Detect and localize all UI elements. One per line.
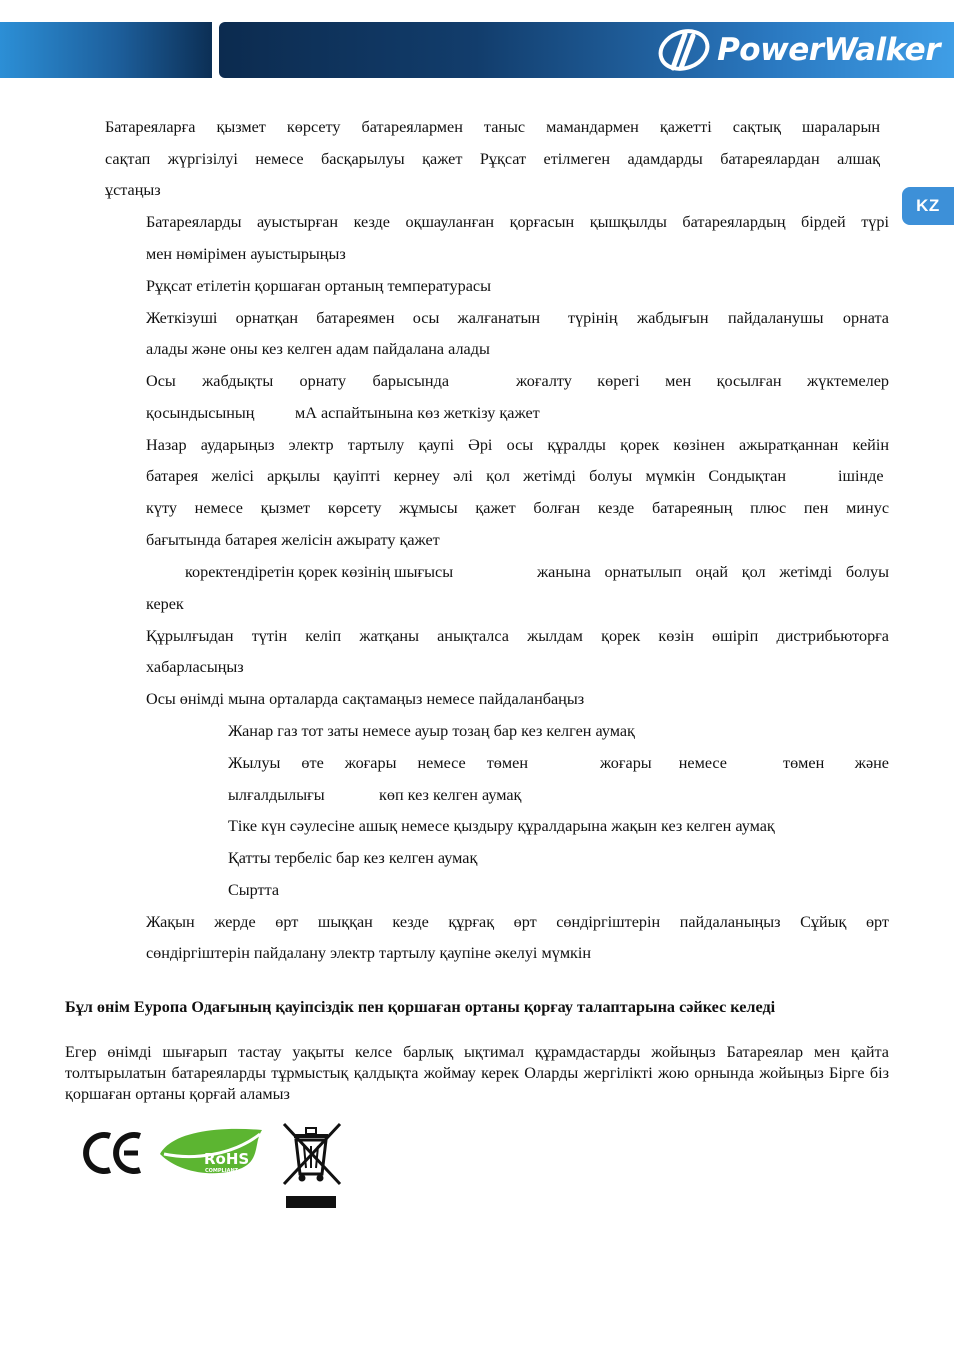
text-line: жоғалту көрегі мен қосылған жүктемелер — [516, 372, 889, 390]
text-line: Назар аударыңыз электр тартылу қаупі Әрі осы құралды қорек көзінен ажыратқаннан кейін — [146, 436, 889, 454]
header-right-block — [219, 22, 954, 78]
crossed-out-wheelie-bin-icon — [284, 1124, 340, 1208]
list-item: Тіке күн сәулесіне ашық немесе қыздыру құралдарына жақын кез келген аумақ — [228, 817, 775, 835]
ce-mark-icon — [86, 1135, 140, 1171]
text-line: күту немесе қызмет көрсету жұмысы қажет болған кезде батареяның плюс пен минус — [146, 499, 889, 517]
text-line: ұстаңыз — [105, 181, 161, 199]
list-item: Сыртта — [228, 881, 280, 899]
rohs-label: RoHS — [204, 1150, 250, 1168]
header-left-block — [0, 22, 215, 78]
text-line: Осы жабдықты орнату барысында — [146, 372, 449, 390]
text-line: алады және оны кез келген адам пайдалана алады — [146, 340, 490, 358]
text-line: коректендіретін қорек көзінің шығысы — [185, 563, 454, 581]
text-line: жанына орнатылып оңай қол жетімді болуы — [537, 563, 889, 581]
disposal-paragraph: Егер өнімді шығарып тастау уақыты келсе барлық ықтимал құрамдастарды жойыңыз Батареялар мен қайта толтырылатын батареяларды тұрмыстық қалдықта жоймау керек Оларды жергілікті жою орнында жойыңыз Бірге біз қоршаған ортаны қорғай аламыз — [65, 1043, 889, 1103]
powerwalker-swirl-icon — [655, 28, 713, 72]
text-line: Рұқсат етілетін қоршаған ортаның температурасы — [146, 277, 491, 295]
brand-name: PowerWalker — [717, 32, 940, 68]
text-line: Жақын жерде өрт шыққан кезде құрғақ өрт сөндіргіштерін пайдаланыңыз Сұйық өрт — [146, 913, 889, 931]
rohs-sublabel: COMPLIANT — [205, 1168, 239, 1174]
certification-marks — [82, 1120, 352, 1215]
list-item: Жанар газ тот заты немесе ауыр тозаң бар кез келген аумақ — [228, 722, 635, 740]
brand-logo — [655, 30, 940, 70]
text-line: мА аспайтынына көз жеткізу қажет — [295, 404, 540, 422]
language-tab-kz: KZ — [902, 187, 954, 225]
text-line: хабарласыңыз — [146, 658, 244, 676]
eu-compliance-heading: Бұл өнім Еуропа Одағының қауіпсіздік пен қоршаған ортаны қорғау талаптарына сәйкес келеді — [65, 998, 776, 1016]
text-line: ішінде — [838, 467, 884, 485]
text-line: сақтап жүргізілуі немесе басқарылуы қажет Рұқсат етілмеген адамдарды батареялардан алшақ — [105, 150, 880, 168]
text-line: Батареяларға қызмет көрсету батареялармен таныс мамандармен қажетті сақтық шараларын — [105, 118, 880, 136]
list-item: жоғары немесе — [600, 754, 727, 772]
text-line: мен нөмірімен ауыстырыңыз — [146, 245, 346, 263]
rohs-mark-icon — [160, 1129, 262, 1174]
certification-graphics — [82, 1120, 352, 1215]
text-line: түрінің жабдығын пайдаланушы орната — [568, 309, 889, 327]
text-line: Жеткізуші орнатқан батареямен осы жалғанатын — [146, 309, 540, 327]
text-line: қосындысының — [146, 404, 255, 422]
list-item: Жылуы өте жоғары немесе төмен — [228, 754, 528, 772]
text-line: Батареяларды ауыстырған кезде оқшауланған қорғасын қышқылды батареялардың бірдей түрі — [146, 213, 889, 231]
list-item: Қатты тербеліс бар кез келген аумақ — [228, 849, 478, 867]
text-line: керек — [146, 595, 184, 613]
page-header — [0, 22, 954, 78]
text-line: батарея желісі арқылы қауіпті кернеу әлі қол жетімді болуы мүмкін Сондықтан — [146, 467, 786, 485]
list-item: көп кез келген аумақ — [379, 786, 522, 804]
list-item: төмен және — [783, 754, 889, 772]
text-line: бағытында батарея желісін ажырату қажет — [146, 531, 440, 549]
list-item: ылғалдылығы — [228, 786, 325, 804]
text-line: сөндіргіштерін пайдалану электр тартылу қаупіне әкелуі мүмкін — [146, 944, 592, 962]
text-line: Осы өнімді мына орталарда сақтамаңыз немесе пайдаланбаңыз — [146, 690, 585, 708]
text-line: Құрылғыдан түтін келіп жатқаны анықталса жылдам қорек көзін өшіріп дистрибьюторға — [146, 627, 889, 645]
